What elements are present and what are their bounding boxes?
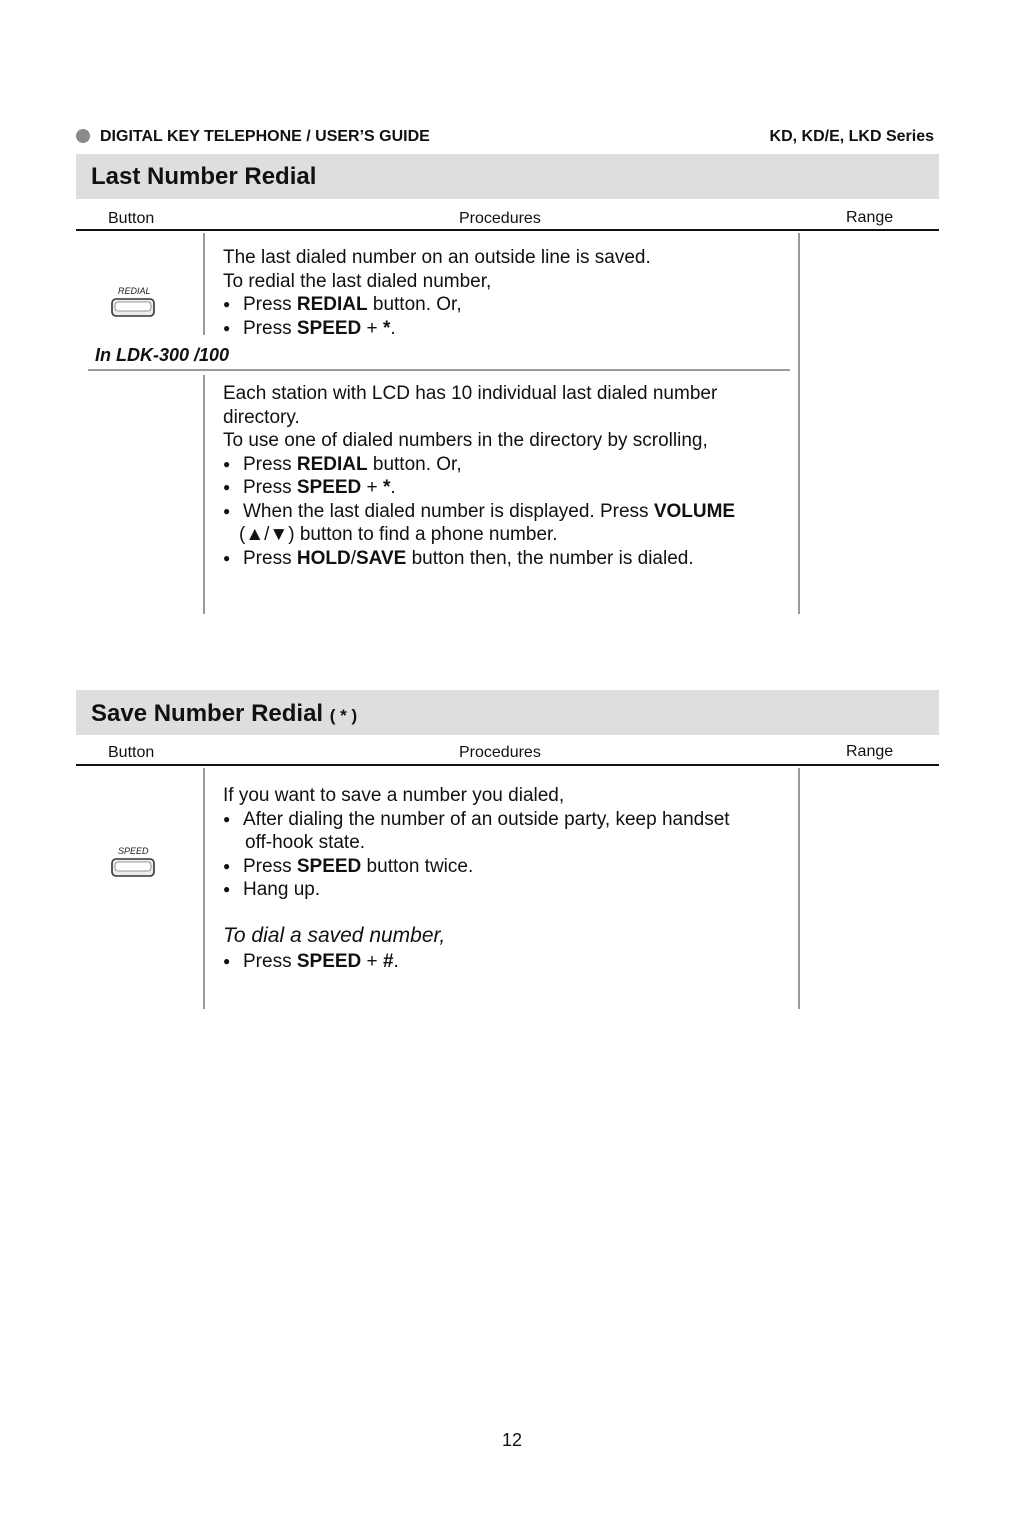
subsection-divider bbox=[88, 369, 790, 371]
procedure-text bbox=[223, 784, 793, 902]
subsection-title: In LDK-300 /100 bbox=[95, 345, 230, 365]
procedure-text bbox=[223, 924, 793, 973]
procedure-step: ● Press HOLD/SAVE button then, the number is dialed. bbox=[223, 547, 793, 571]
section-title-band bbox=[76, 154, 939, 199]
procedure-step: ● Press SPEED button twice. bbox=[223, 855, 793, 879]
procedure-step-continuation: off-hook state. bbox=[245, 832, 366, 853]
column-header-range: Range bbox=[846, 209, 894, 226]
column-header-procedures: Procedures bbox=[459, 210, 541, 227]
column-divider bbox=[203, 768, 205, 1009]
procedure-intro-line: directory. bbox=[223, 406, 300, 428]
section-title: Save Number Redial ( * ) bbox=[91, 700, 358, 727]
column-header-button: Button bbox=[108, 210, 155, 227]
procedure-intro-line: To use one of dialed numbers in the directory by scrolling, bbox=[223, 430, 708, 451]
column-header-range: Range bbox=[846, 743, 894, 760]
procedure-step: ● Press SPEED + *. bbox=[223, 476, 793, 500]
procedure-step: ● After dialing the number of an outside party, keep handset bbox=[223, 808, 793, 832]
page-number: 12 bbox=[501, 1430, 523, 1450]
procedure-step: ● Press SPEED + #. bbox=[223, 950, 793, 974]
column-divider bbox=[203, 233, 205, 335]
speed-key-label: SPEED bbox=[118, 846, 149, 856]
procedure-text bbox=[223, 382, 793, 570]
header-bullet-icon bbox=[76, 129, 90, 143]
column-divider bbox=[798, 768, 800, 1009]
section-title-band bbox=[76, 690, 939, 735]
section-title: Last Number Redial bbox=[91, 163, 317, 190]
procedure-step: ● Press REDIAL button. Or, bbox=[223, 453, 793, 477]
column-header-button: Button bbox=[108, 744, 155, 761]
procedure-intro-line: To redial the last dialed number, bbox=[223, 270, 492, 292]
procedure-step: ● Press REDIAL button. Or, bbox=[223, 293, 793, 317]
column-divider bbox=[798, 233, 800, 614]
dial-saved-heading: To dial a saved number, bbox=[223, 924, 446, 947]
procedure-intro-line: The last dialed number on an outside line is saved. bbox=[223, 247, 651, 268]
column-divider bbox=[203, 375, 205, 614]
redial-key-icon bbox=[109, 284, 159, 324]
procedure-text bbox=[223, 246, 793, 340]
speed-key-icon bbox=[109, 843, 159, 883]
procedure-intro-line: If you want to save a number you dialed, bbox=[223, 785, 565, 806]
procedure-step-continuation: (▲/▼) button to find a phone number. bbox=[239, 524, 558, 545]
header-series: KD, KD/E, LKD Series bbox=[769, 128, 934, 145]
table-header-rule bbox=[76, 764, 939, 766]
procedure-step: ● Press SPEED + *. bbox=[223, 317, 793, 341]
section-title-suffix: ( * ) bbox=[329, 706, 358, 725]
procedure-intro-line: Each station with LCD has 10 individual last dialed number bbox=[223, 383, 718, 404]
procedure-step: ● Hang up. bbox=[223, 878, 793, 902]
procedure-step: ● When the last dialed number is displayed. Press VOLUME bbox=[223, 500, 793, 524]
table-header-rule bbox=[76, 229, 939, 231]
header-guide-title: DIGITAL KEY TELEPHONE / USER’S GUIDE bbox=[100, 128, 430, 145]
redial-key-label: REDIAL bbox=[118, 286, 151, 296]
column-header-procedures: Procedures bbox=[459, 744, 541, 761]
